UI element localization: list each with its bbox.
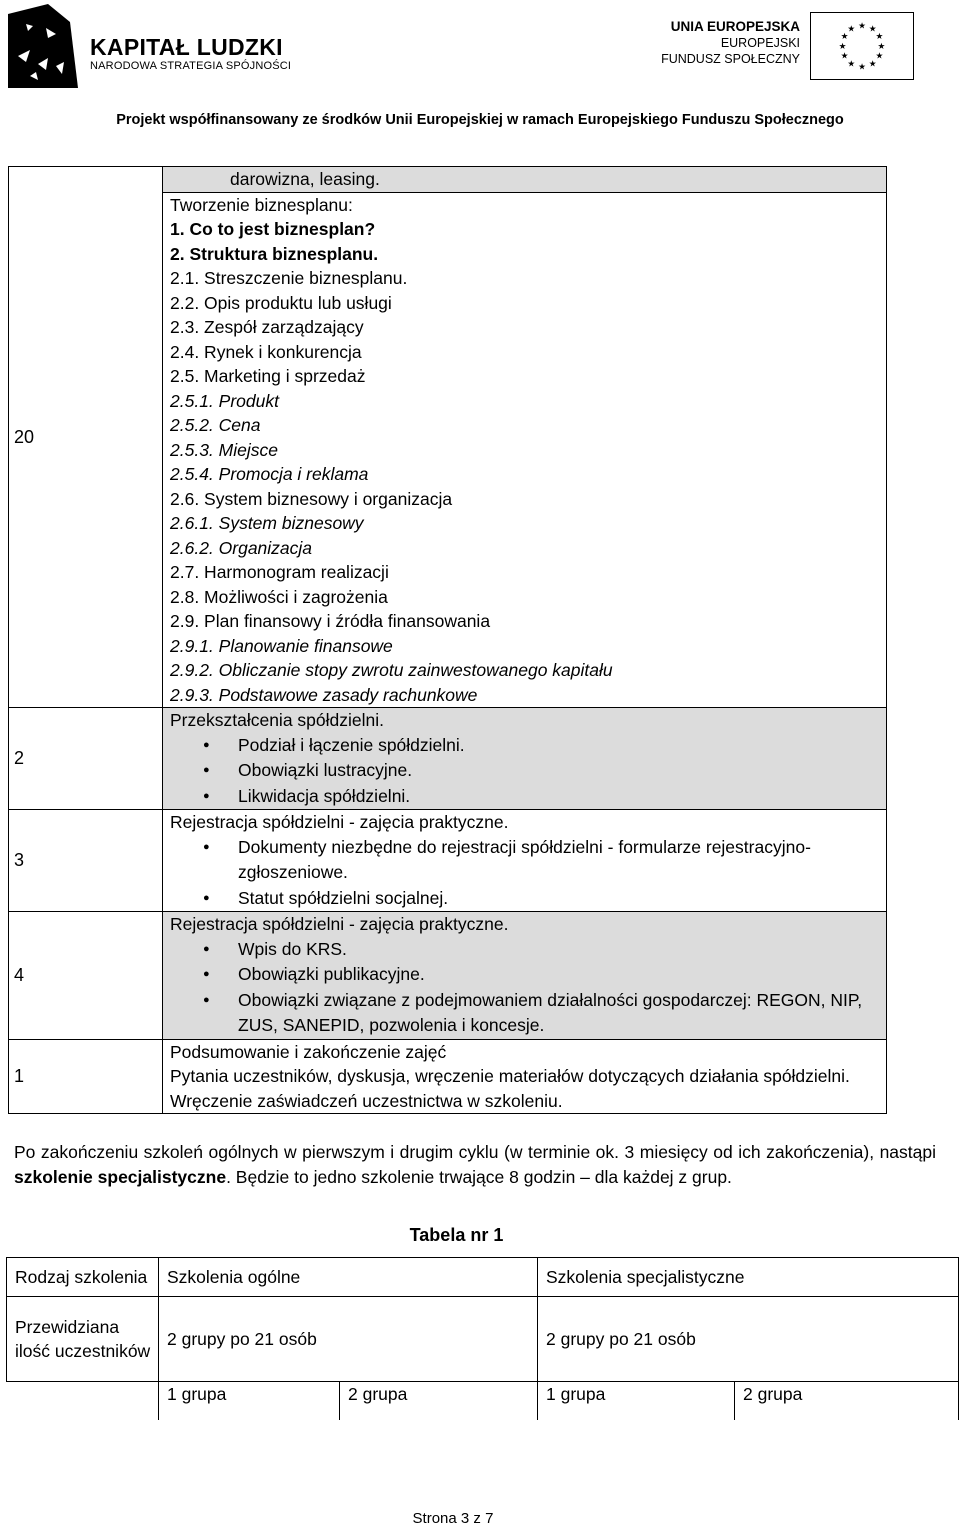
list-item: 2.5.2. Cena bbox=[170, 415, 261, 435]
table-row bbox=[7, 1382, 959, 1421]
list-item: ● Obowiązki lustracyjne. bbox=[170, 758, 886, 784]
svg-text:★: ★ bbox=[847, 24, 856, 35]
svg-text:★: ★ bbox=[838, 41, 847, 52]
table-cell: 1 grupa bbox=[538, 1382, 735, 1421]
project-cofinancing-line: Projekt współfinansowany ze środków Unii Europejskiej w ramach Europejskiego Funduszu Społecznego bbox=[116, 112, 844, 128]
list-item: Pytania uczestników, dyskusja, wręczenie materiałów dotyczących działania spółdzielni. bbox=[170, 1066, 850, 1086]
list-item: 2.1. Streszczenie biznesplanu. bbox=[170, 268, 408, 288]
table-row bbox=[9, 912, 887, 1040]
svg-text:★: ★ bbox=[858, 21, 866, 32]
topic-cell bbox=[163, 810, 887, 912]
list-item: 2.5.3. Miejsce bbox=[170, 439, 278, 460]
topic-cell bbox=[163, 708, 887, 810]
list-item: ● Podział i łączenie spółdzielni. bbox=[170, 733, 886, 759]
paragraph-bold-text: szkolenie specjalistyczne bbox=[14, 1167, 227, 1187]
table-header-cell: Szkolenia ogólne bbox=[159, 1258, 538, 1297]
list-item: 2.7. Harmonogram realizacji bbox=[170, 562, 389, 582]
list-item: 2.4. Rynek i konkurencja bbox=[170, 341, 362, 362]
table-cell: 2 grupy po 21 osób bbox=[159, 1297, 538, 1382]
list-item: 2.8. Możliwości i zagrożenia bbox=[170, 586, 388, 607]
table-cell: 2 grupa bbox=[735, 1382, 959, 1421]
training-program-table bbox=[8, 166, 887, 1114]
list-item: 2.3. Zespół zarządzający bbox=[170, 317, 364, 337]
table-row bbox=[9, 167, 887, 708]
table-row bbox=[9, 810, 887, 912]
hours-cell: 3 bbox=[9, 810, 163, 912]
list-item: ● Statut spółdzielni socjalnej. bbox=[170, 886, 886, 912]
list-item: ● Dokumenty niezbędne do rejestracji spółdzielni - formularze rejestracyjno-zgłoszeniowe. bbox=[170, 835, 828, 886]
hours-cell: 20 bbox=[9, 167, 163, 708]
section-title: Rejestracja spółdzielni - zajęcia praktyczne. bbox=[170, 914, 509, 934]
training-summary-table bbox=[6, 1257, 959, 1420]
topic-cell bbox=[163, 912, 887, 1040]
kapital-ludzki-title: KAPITAŁ LUDZKI bbox=[90, 34, 283, 60]
table-cell bbox=[7, 1382, 159, 1421]
topic-cell bbox=[163, 167, 887, 708]
table-cell: 1 grupa bbox=[159, 1382, 340, 1421]
table-row bbox=[9, 708, 887, 810]
svg-text:★: ★ bbox=[877, 41, 886, 52]
table-cell: Przewidziana ilość uczestników bbox=[7, 1297, 159, 1382]
svg-text:★: ★ bbox=[847, 59, 856, 70]
table-title: Tabela nr 1 bbox=[409, 1225, 504, 1245]
section-title: Przekształcenia spółdzielni. bbox=[170, 710, 384, 730]
table-cell: 2 grupy po 21 osób bbox=[538, 1297, 959, 1382]
eu-logo bbox=[661, 12, 914, 82]
list-item: 2.5. Marketing i sprzedaż bbox=[170, 366, 366, 386]
kapital-ludzki-subtitle: NARODOWA STRATEGIA SPÓJNOŚCI bbox=[90, 60, 292, 72]
page-number: Strona 3 z 7 bbox=[412, 1510, 494, 1527]
summary-paragraph bbox=[14, 1140, 936, 1190]
eu-line-1: UNIA EUROPEJSKA bbox=[670, 19, 800, 34]
hours-cell: 2 bbox=[9, 708, 163, 810]
svg-text:★: ★ bbox=[858, 62, 866, 73]
list-item: 2.2. Opis produktu lub usługi bbox=[170, 292, 392, 313]
list-item: 2.6. System biznesowy i organizacja bbox=[170, 488, 453, 509]
list-item: 2.9. Plan finansowy i źródła finansowania bbox=[170, 611, 491, 631]
eu-flag-icon bbox=[810, 12, 914, 80]
list-item: Wręczenie zaświadczeń uczestnictwa w szkoleniu. bbox=[170, 1090, 563, 1111]
list-item: 2.5.4. Promocja i reklama bbox=[170, 464, 369, 484]
hours-cell: 1 bbox=[9, 1039, 163, 1114]
list-item: Podsumowanie i zakończenie zajęć bbox=[170, 1041, 447, 1062]
svg-text:★: ★ bbox=[875, 51, 884, 62]
table-cell: 2 grupa bbox=[340, 1382, 538, 1421]
table-header-row bbox=[7, 1258, 959, 1297]
svg-text:★: ★ bbox=[840, 51, 849, 62]
list-item: ● Likwidacja spółdzielni. bbox=[170, 784, 886, 810]
svg-text:★: ★ bbox=[868, 59, 877, 70]
hours-cell: 4 bbox=[9, 912, 163, 1040]
list-item: Tworzenie biznesplanu: bbox=[170, 194, 353, 215]
table-header-cell: Rodzaj szkolenia bbox=[7, 1258, 159, 1297]
table-row bbox=[7, 1297, 959, 1382]
svg-text:★: ★ bbox=[868, 24, 877, 35]
eu-line-3: FUNDUSZ SPOŁECZNY bbox=[661, 52, 800, 66]
svg-text:★: ★ bbox=[840, 32, 849, 43]
topic-cell bbox=[163, 1039, 887, 1114]
list-item: ● Obowiązki publikacyjne. bbox=[170, 962, 886, 988]
list-item: ● Wpis do KRS. bbox=[170, 937, 886, 963]
list-item: 1. Co to jest biznesplan? bbox=[170, 219, 376, 239]
list-item: 2. Struktura biznesplanu. bbox=[170, 243, 379, 264]
list-item: 2.6.1. System biznesowy bbox=[170, 513, 364, 533]
list-item: 2.5.1. Produkt bbox=[170, 390, 279, 411]
section-title: Rejestracja spółdzielni - zajęcia praktyczne. bbox=[170, 812, 509, 832]
list-item: 2.6.2. Organizacja bbox=[170, 537, 313, 558]
list-item: 2.9.3. Podstawowe zasady rachunkowe bbox=[170, 684, 478, 705]
list-item: darowizna, leasing. bbox=[163, 167, 886, 193]
list-item: 2.9.2. Obliczanie stopy zwrotu zainwestowanego kapitału bbox=[170, 660, 613, 680]
kapital-ludzki-mark-icon bbox=[8, 4, 78, 88]
table-header-cell: Szkolenia specjalistyczne bbox=[538, 1258, 959, 1297]
eu-line-2: EUROPEJSKI bbox=[720, 36, 800, 50]
kapital-ludzki-logo bbox=[8, 4, 298, 90]
list-item: 2.9.1. Planowanie finansowe bbox=[170, 635, 393, 656]
table-row bbox=[9, 1039, 887, 1114]
paragraph-text: . Będzie to jedno szkolenie trwające 8 godzin – dla każdej z grup. bbox=[226, 1167, 732, 1187]
paragraph-text: Po zakończeniu szkoleń ogólnych w pierwszym i drugim cyklu (w terminie ok. 3 miesięcy od ich zakończenia), nastąpi bbox=[14, 1142, 936, 1162]
list-item: ● Obowiązki związane z podejmowaniem działalności gospodarczej: REGON, NIP, ZUS, SANEPID, pozwolenia i koncesje. bbox=[170, 988, 878, 1039]
svg-text:★: ★ bbox=[875, 32, 884, 43]
